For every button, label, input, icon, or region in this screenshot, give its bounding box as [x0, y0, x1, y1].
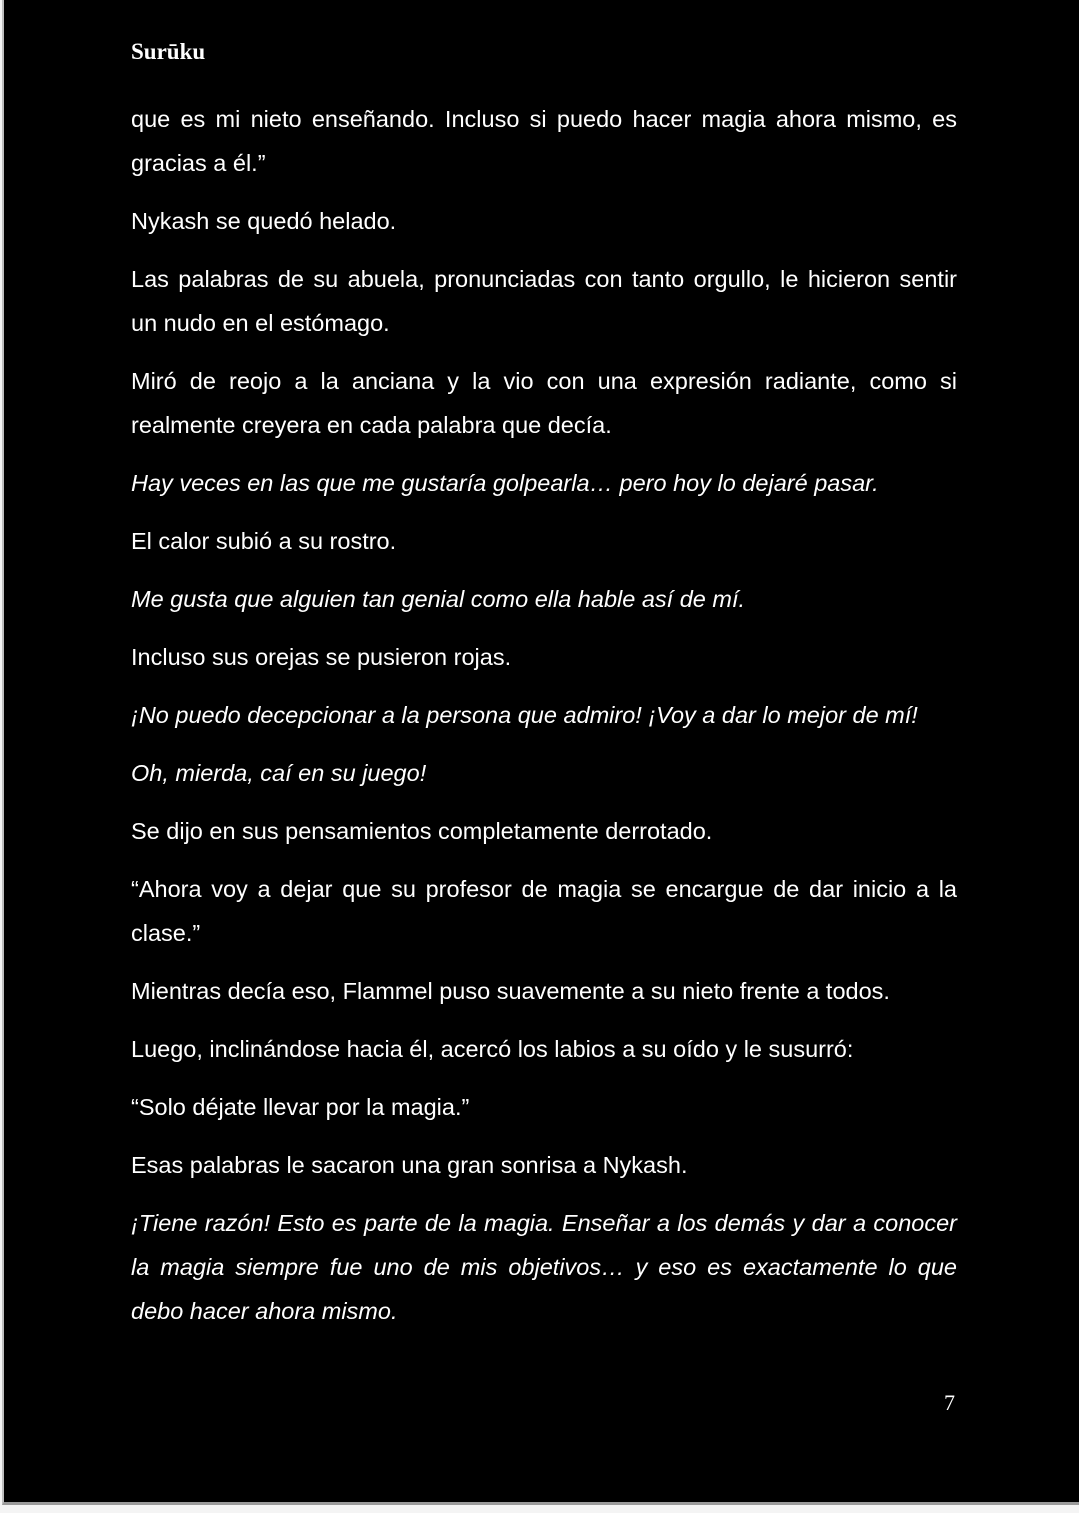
- page-body: [131, 97, 957, 1347]
- paragraph: Nykash se quedó helado.: [131, 208, 397, 234]
- paragraph: El calor subió a su rostro.: [131, 528, 397, 554]
- running-header: Surūku: [131, 39, 206, 64]
- paragraph: que es mi nieto enseñando. Incluso si puedo hacer magia ahora mismo, es gracias a él.”: [131, 106, 957, 176]
- paragraph: ¡No puedo decepcionar a la persona que admiro! ¡Voy a dar lo mejor de mí!: [131, 702, 918, 728]
- document-page: [2, 0, 1079, 1505]
- paragraph: Esas palabras le sacaron una gran sonrisa a Nykash.: [131, 1152, 688, 1178]
- paragraph: ¡Tiene razón! Esto es parte de la magia. Enseñar a los demás y dar a conocer la magia siempre fue uno de mis objetivos… y eso es exactamente lo que debo hacer ahora mismo.: [131, 1210, 957, 1324]
- paragraph: Me gusta que alguien tan genial como ella hable así de mí.: [131, 586, 746, 612]
- paragraph: Hay veces en las que me gustaría golpearla… pero hoy lo dejaré pasar.: [131, 470, 879, 496]
- page-number: 7: [944, 1390, 955, 1415]
- paragraph: Luego, inclinándose hacia él, acercó los labios a su oído y le susurró:: [131, 1036, 854, 1062]
- paragraph: Miró de reojo a la anciana y la vio con una expresión radiante, como si realmente creyera en cada palabra que decía.: [131, 368, 957, 438]
- paragraph: Mientras decía eso, Flammel puso suavemente a su nieto frente a todos.: [131, 978, 890, 1004]
- paragraph: “Ahora voy a dejar que su profesor de magia se encargue de dar inicio a la clase.”: [131, 876, 957, 946]
- paragraph: “Solo déjate llevar por la magia.”: [131, 1094, 470, 1120]
- paragraph: Incluso sus orejas se pusieron rojas.: [131, 644, 512, 670]
- paragraph: Las palabras de su abuela, pronunciadas con tanto orgullo, le hicieron sentir un nudo en el estómago.: [131, 266, 957, 336]
- paragraph: Oh, mierda, caí en su juego!: [131, 760, 427, 786]
- paragraph: Se dijo en sus pensamientos completamente derrotado.: [131, 818, 713, 844]
